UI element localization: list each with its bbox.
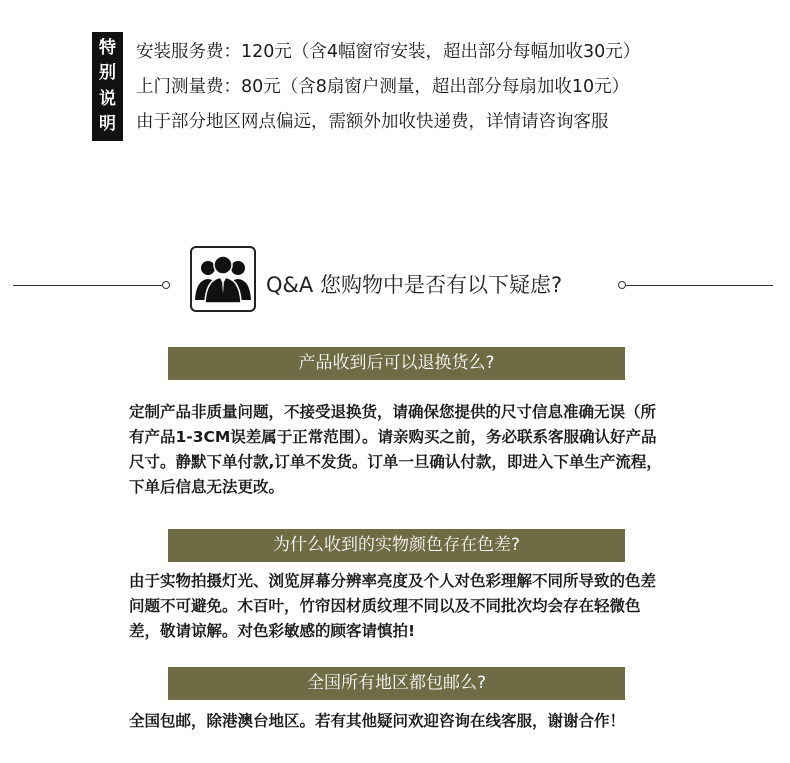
badge-char: 特 (99, 38, 116, 59)
notice-line-shipping-fee: 由于部分地区网点偏远，需额外加收快递费，详情请咨询客服 (136, 112, 609, 132)
badge-char: 明 (99, 113, 116, 134)
qa-title: Q&A 您购物中是否有以下疑虑? (266, 273, 563, 297)
badge-char: 别 (99, 63, 116, 84)
badge-char: 说 (99, 88, 116, 109)
faq-question-return: 产品收到后可以退换货么? (168, 347, 625, 380)
qa-rule-right-dot (618, 281, 626, 289)
notice-lines (136, 35, 640, 140)
faq-answer-color: 由于实物拍摄灯光、浏览屏幕分辨率亮度及个人对色彩理解不同所导致的色差问题不可避免。木百叶，竹帘因材质纹理不同以及不同批次均会存在轻微色差，敬请谅解。对色彩敏感的顾客请慎拍! (129, 572, 657, 640)
notice-line-measure-fee: 上门测量费：80元（含8扇窗户测量，超出部分每扇加收10元） (136, 77, 630, 97)
people-group-icon-svg (192, 248, 254, 310)
qa-rule-left-dot (162, 281, 170, 289)
faq-question-shipping: 全国所有地区都包邮么? (168, 667, 625, 700)
qa-rule-left (13, 285, 163, 286)
notice-line-install-fee: 安装服务费：120元（含4幅窗帘安装，超出部分每幅加收30元） (136, 42, 641, 62)
people-group-icon (190, 246, 256, 312)
faq-answer-shipping: 全国包邮，除港澳台地区。若有其他疑问欢迎咨询在线客服，谢谢合作！ (129, 712, 626, 730)
faq-answer-return: 定制产品非质量问题，不接受退换货，请确保您提供的尺寸信息准确无误（所有产品1-3CM误差属于正常范围）。请亲购买之前，务必联系客服确认好产品尺寸。静默下单付款,订单不发货。订单一旦确认付款，即进入下单生产流程，下单后信息无法更改。 (129, 403, 662, 496)
qa-rule-right (625, 285, 773, 286)
special-notice-badge (92, 32, 123, 141)
faq-question-color: 为什么收到的实物颜色存在色差? (168, 529, 625, 562)
